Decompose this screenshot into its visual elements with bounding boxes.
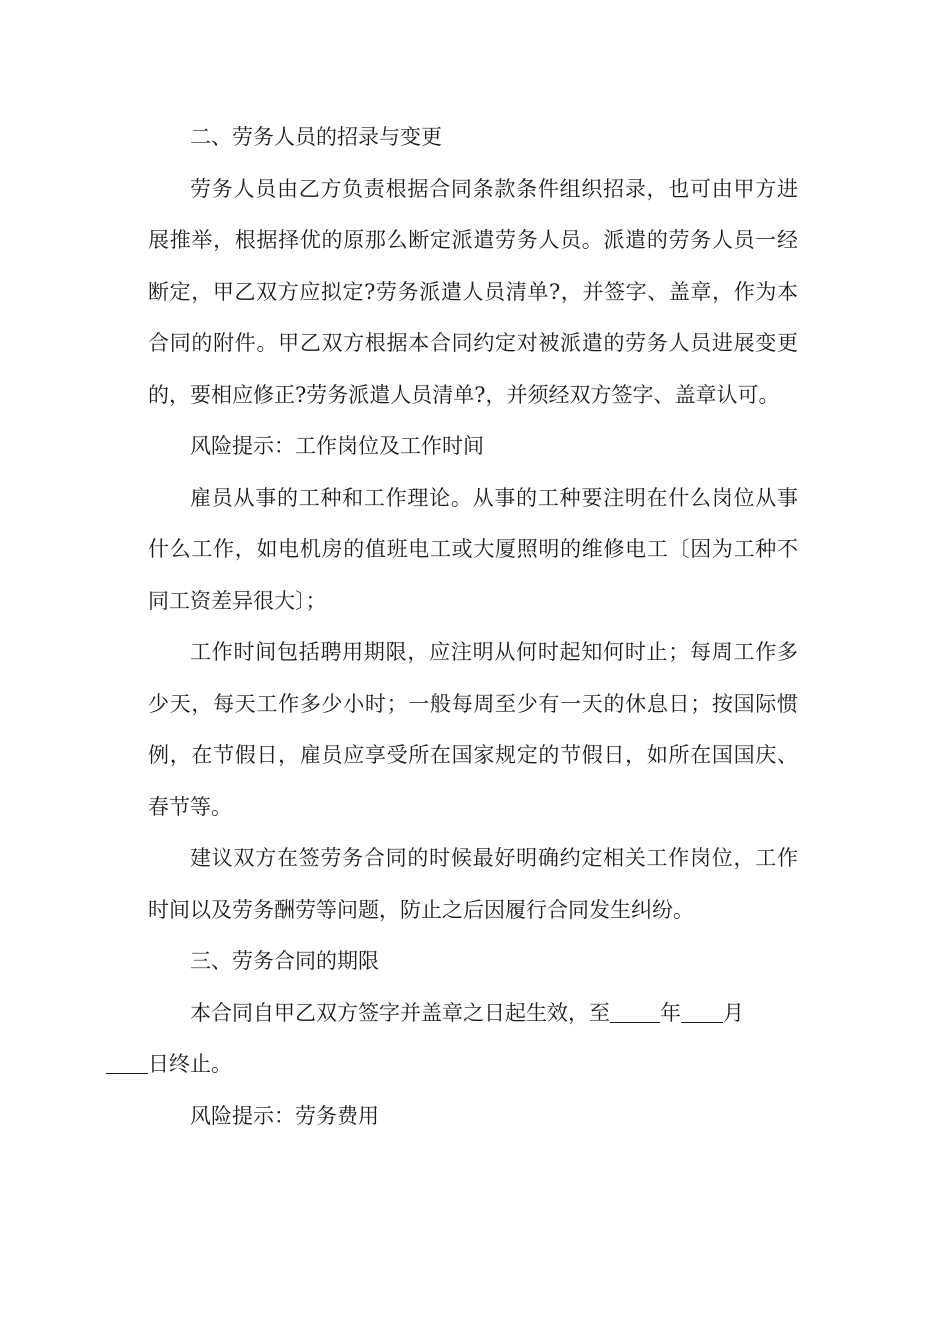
document-page bbox=[148, 112, 798, 1142]
paragraph-advice: 建议双方在签劳务合同的时候最好明确约定相关工作岗位，工作时间以及劳务酬劳等问题，防止之后因履行合同发生纠纷。 bbox=[148, 846, 798, 922]
term-month-label: 月 bbox=[723, 1000, 744, 1025]
term-prefix: 本合同自甲乙双方签字并盖章之日起生效，至 bbox=[190, 1000, 610, 1025]
term-year-label: 年 bbox=[660, 1000, 681, 1025]
risk-tip-fees: 风险提示：劳务费用 bbox=[190, 1103, 379, 1128]
year-blank bbox=[610, 999, 660, 1023]
risk-tip-positions: 风险提示：工作岗位及工作时间 bbox=[190, 434, 484, 458]
paragraph-working-hours: 工作时间包括聘用期限，应注明从何时起知何时止；每周工作多少天，每天工作多少小时；一般每周至少有一天的休息日；按国际惯例，在节假日，雇员应享受所在国家规定的节假日，如所在国国庆、春节等。 bbox=[148, 640, 798, 819]
month-blank bbox=[681, 999, 723, 1023]
term-day-suffix: 日终止。 bbox=[148, 1052, 232, 1076]
section-heading-term: 三、劳务合同的期限 bbox=[190, 949, 379, 973]
day-blank bbox=[106, 1050, 148, 1074]
paragraph-job-type: 雇员从事的工种和工作理论。从事的工种要注明在什么岗位从事什么工作，如电机房的值班电工或大厦照明的维修电工〔因为工种不同工资差异很大〕； bbox=[148, 485, 798, 613]
section-heading-recruitment: 二、劳务人员的招录与变更 bbox=[190, 125, 442, 149]
paragraph-recruitment: 劳务人员由乙方负责根据合同条款条件组织招录，也可由甲方进展推举，根据择优的原那么断定派遣劳务人员。派遣的劳务人员一经断定，甲乙双方应拟定?劳务派遣人员清单?，并签字、盖章，作为本合同的附件。甲乙双方根据本合同约定对被派遣的劳务人员进展变更的，要相应修正?劳务派遣人员清单?，并须经双方签字、盖章认可。 bbox=[148, 176, 798, 407]
paragraph-contract-term bbox=[148, 988, 798, 1091]
